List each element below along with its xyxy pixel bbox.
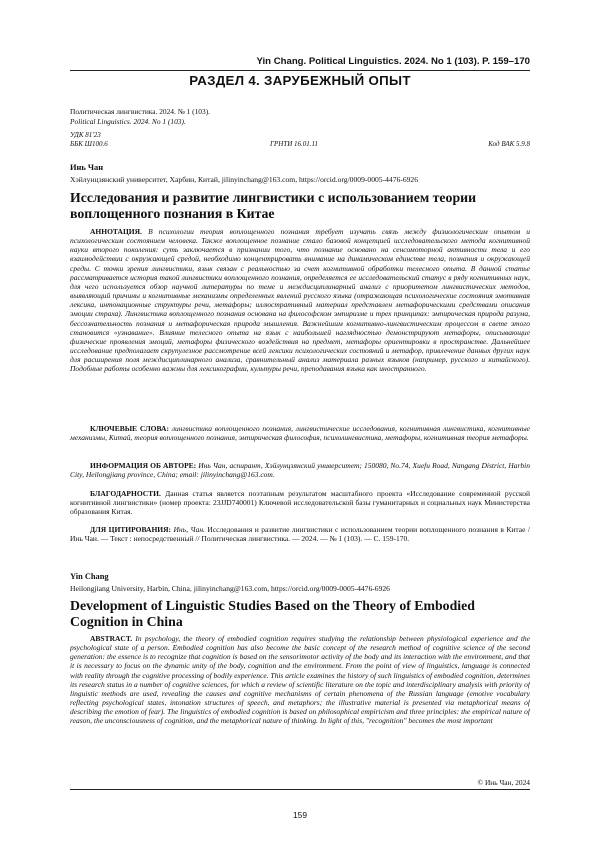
keywords-ru-label: КЛЮЧЕВЫЕ СЛОВА: bbox=[90, 424, 169, 433]
abstract-en bbox=[70, 634, 530, 773]
author-info-label: ИНФОРМАЦИЯ ОБ АВТОРЕ: bbox=[90, 461, 197, 470]
citation bbox=[70, 525, 530, 543]
cite-text: Исследования и развитие лингвистики с использованием теории воплощенного познания в Китае / Инь Чан. — Текст : непосредственный // Политическая лингвистика. — 2024. — № 1 (103). — С. 159-170. bbox=[70, 525, 530, 544]
abstract-ru-label: АННОТАЦИЯ. bbox=[90, 227, 142, 236]
keywords-ru bbox=[70, 424, 530, 442]
bbk-code: ББК Ш100.6 bbox=[70, 139, 108, 148]
author-en: Yin Chang bbox=[70, 572, 109, 581]
abstract-ru-text: В психологии теория воплощенного познания требует изучать связь между физиологическим опытом и психологическим состоянием человека. Также воплощенное познание стало базовой концепцией исследовательского метода когнитивной науки второго поколения: суть заключается в признании того, что познание основано на сенсомоторной активности тела и его взаимодействии с окружающей средой, необходимо концентрировать внимание на динамическом единстве тела, познания и окружающей среды. С точки зрения лингвистики, язык связан с реальностью за счет когнитивной обработки телесного опыта. В данной статье рассматривается история такой лингвистики воплощенного познания, определяется ее исследовательский статус в ряду когнитивных наук, для чего используется обзор научной литературы по теме и междисциплинарный анализ с приоритетом лингвистических методов, выявляющий причины и когнитивные механизмы определенных явлений русского языка (отражающая психологические состояния эмотивная лексика, интонационные структуры речи, метафоры; иллюстративный материал представлен метафорическими средствами описания эмоции страха). Лингвистика воплощенного познания основана на философском эмпиризме и трех принципах: эмпирическая природа разума, бессознательность познания и метафорическая природа мышления. Важнейшим когнитивно-лингвистическим процессом в свете этого становится «узнавание». Влияние телесного опыта на язык с наибольшей наглядностью демонстрируют метафоры, описывающие физические проявления эмоций, метафоры физического воздействия на предмет, метафоры ориентировки в пространстве. Дальнейшее исследование предполагает скрупулезное рассмотрение всей лексики психологических состояний и метафор, привлечение данных других наук для расширения поля междисциплинарного анализа, сравнительный анализ материала разных языков (например, русского и китайского). Подобные работы особенно важны для лексикографии, культуры речи, преподавания языка как иностранного. bbox=[70, 227, 531, 374]
copyright: © Инь Чан, 2024 bbox=[477, 778, 530, 787]
section-title: РАЗДЕЛ 4. ЗАРУБЕЖНЫЙ ОПЫТ bbox=[189, 73, 411, 88]
running-head: Yin Chang. Political Linguistics. 2024. No 1 (103). P. 159–170 bbox=[256, 56, 530, 67]
grnti-code: ГРНТИ 16.01.11 bbox=[270, 139, 318, 148]
page-number: 159 bbox=[293, 810, 307, 820]
title-ru: Исследования и развитие лингвистики с использованием теории воплощенного познания в Китае bbox=[70, 190, 477, 221]
author-info bbox=[70, 461, 530, 479]
vak-code: Код ВАК 5.9.8 bbox=[488, 139, 530, 148]
acknowledgements bbox=[70, 489, 530, 516]
affiliation-en: Heilongjiang University, Harbin, China, jilinyinchang@163.com, https://orcid.org/0009-0005-4476-6926 bbox=[70, 584, 390, 593]
title-en: Development of Linguistic Studies Based on the Theory of Embodied Cognition in China bbox=[70, 598, 475, 629]
source-en: Political Linguistics. 2024. No 1 (103). bbox=[70, 117, 186, 126]
thanks-label: БЛАГОДАРНОСТИ. bbox=[90, 489, 161, 498]
author-info-text: Инь Чан, аспирант, Хэйлунцзянский университет; 150080, No.74, Xuefu Road, Nangang District, Harbin City, Heilongjiang province, China; email: jilinyinchang@163.com. bbox=[70, 461, 531, 480]
affiliation-ru: Хэйлунцзянский университет, Харбин, Китай, jilinyinchang@163.com, https://orcid.org/0009-0005-4476-6926 bbox=[70, 175, 419, 184]
abstract-en-text: In psychology, the theory of embodied cognition requires studying the relationship between physiological experience and the psychological state of a person. Embodied cognition has also become the basic concept of the research method of cognitive science of the second generation: the essence is to recognize that cognition is based on the sensorimotor activity of the body and its interaction with the environment, and that it is necessary to focus on the dynamic unity of the body, cognition and the environment. From the point of view of linguistics, language is connected with reality through the cognitive processing of bodily experience. This article examines the history of such linguistics of embodied cognition, determines its research status in a number of cognitive sciences, for which a review of scientific literature on the topic and interdisciplinary analysis with priority of linguistic methods are used, revealing the causes and cognitive mechanisms of certain phenomena of the Russian language (emotive vocabulary reflecting psychological states, intonation structures of speech, and metaphors; the illustrative material is presented via metaphorical means of describing the emotion of fear). The linguistics of embodied cognition is based on philosophical empiricism and three principles: the empirical nature of reason, the unconsciousness of cognition, and the metaphorical nature of thinking. In light of this, "recognition" becomes the most important bbox=[70, 634, 530, 726]
abstract-ru bbox=[70, 227, 530, 374]
cite-author: Инь, Чан. bbox=[173, 525, 205, 534]
source-ru: Политическая лингвистика. 2024. № 1 (103). bbox=[70, 107, 210, 116]
author-ru: Инь Чан bbox=[70, 163, 104, 172]
cite-label: ДЛЯ ЦИТИРОВАНИЯ: bbox=[90, 525, 172, 534]
footer-rule bbox=[70, 789, 530, 790]
thanks-text: Данная статья является поэтапным результатом масштабного проекта «Исследование современной русской когнитивной лингвистики» (номер проекта: 23JJD740001) Ключевой исследовательской базы гуманитарных и социальных наук Министерства образования Китая. bbox=[70, 489, 530, 517]
keywords-ru-text: лингвистика воплощенного познания, лингвистические исследования, когнитивная лингвистика, когнитивные механизмы, Китай, теория воплощенного познания, эмпирическая философия, психолингвистика, метафоры, когнитивная теория метафоры. bbox=[70, 424, 530, 443]
udk-code: УДК 81'23 bbox=[70, 131, 101, 139]
classification-codes bbox=[70, 131, 530, 148]
header-rule bbox=[70, 70, 530, 71]
abstract-en-label: ABSTRACT. bbox=[90, 634, 133, 643]
